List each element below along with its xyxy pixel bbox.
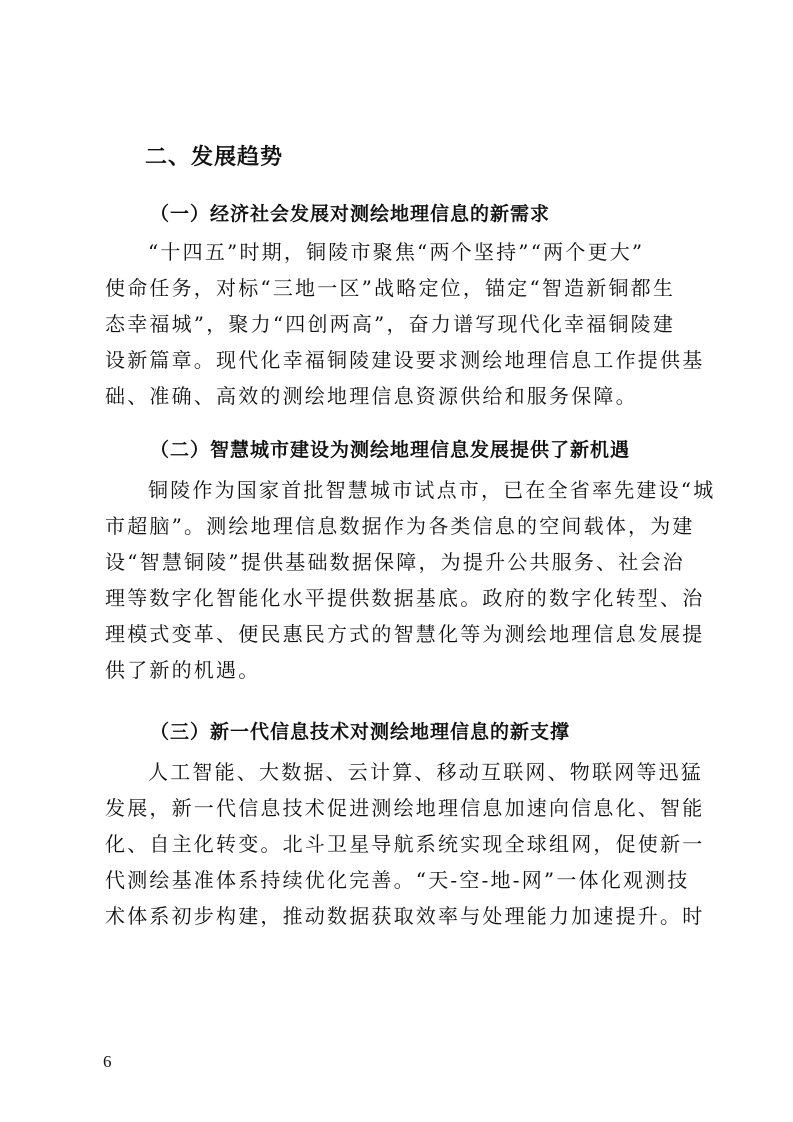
page-number: 6	[103, 1052, 112, 1071]
subsection-3-title: （三）新一代信息技术对测绘地理信息的新支撑	[150, 721, 571, 743]
paragraph-line: “十四五”时期，铜陵市聚焦“两个坚持”“两个更大”	[148, 240, 645, 264]
paragraph-line: 市超脑”。测绘地理信息数据作为各类信息的空间载体，为建	[105, 514, 695, 538]
paragraph-line: 态幸福城”，聚力“四创两高”，奋力谱写现代化幸福铜陵建	[105, 312, 676, 336]
subsection-1-paragraph	[105, 234, 705, 414]
paragraph-line: 理模式变革、便民惠民方式的智慧化等为测绘地理信息发展提	[105, 622, 705, 646]
subsection-2-paragraph	[105, 472, 716, 688]
paragraph-line: 础、准确、高效的测绘地理信息资源供给和服务保障。	[105, 384, 638, 408]
paragraph-line: 铜陵作为国家首批智慧城市试点市，已在全省率先建设“城	[148, 478, 716, 502]
paragraph-line: 使命任务，对标“三地一区”战略定位，锚定“智造新铜都生	[105, 276, 676, 300]
subsection-1-title: （一）经济社会发展对测绘地理信息的新需求	[150, 203, 551, 225]
paragraph-line: 代测绘基准体系持续优化完善。“天-空-地-网”一体化观测技	[105, 868, 690, 892]
subsection-2-title: （二）智慧城市建设为测绘地理信息发展提供了新机遇	[150, 439, 631, 461]
subsection-3-paragraph	[105, 754, 705, 934]
paragraph-line: 人工智能、大数据、云计算、移动互联网、物联网等迅猛	[148, 760, 703, 784]
paragraph-line: 供了新的机遇。	[105, 658, 261, 682]
paragraph-line: 设新篇章。现代化幸福铜陵建设要求测绘地理信息工作提供基	[105, 348, 705, 372]
paragraph-line: 术体系初步构建，推动数据获取效率与处理能力加速提升。时	[105, 904, 705, 928]
paragraph-line: 理等数字化智能化水平提供数据基底。政府的数字化转型、治	[105, 586, 705, 610]
paragraph-line: 化、自主化转变。北斗卫星导航系统实现全球组网，促使新一	[105, 832, 705, 856]
section-heading: 二、发展趋势	[145, 145, 284, 170]
paragraph-line: 发展，新一代信息技术促进测绘地理信息加速向信息化、智能	[105, 796, 705, 820]
paragraph-line: 设“智慧铜陵”提供基础数据保障，为提升公共服务、社会治	[105, 550, 685, 574]
